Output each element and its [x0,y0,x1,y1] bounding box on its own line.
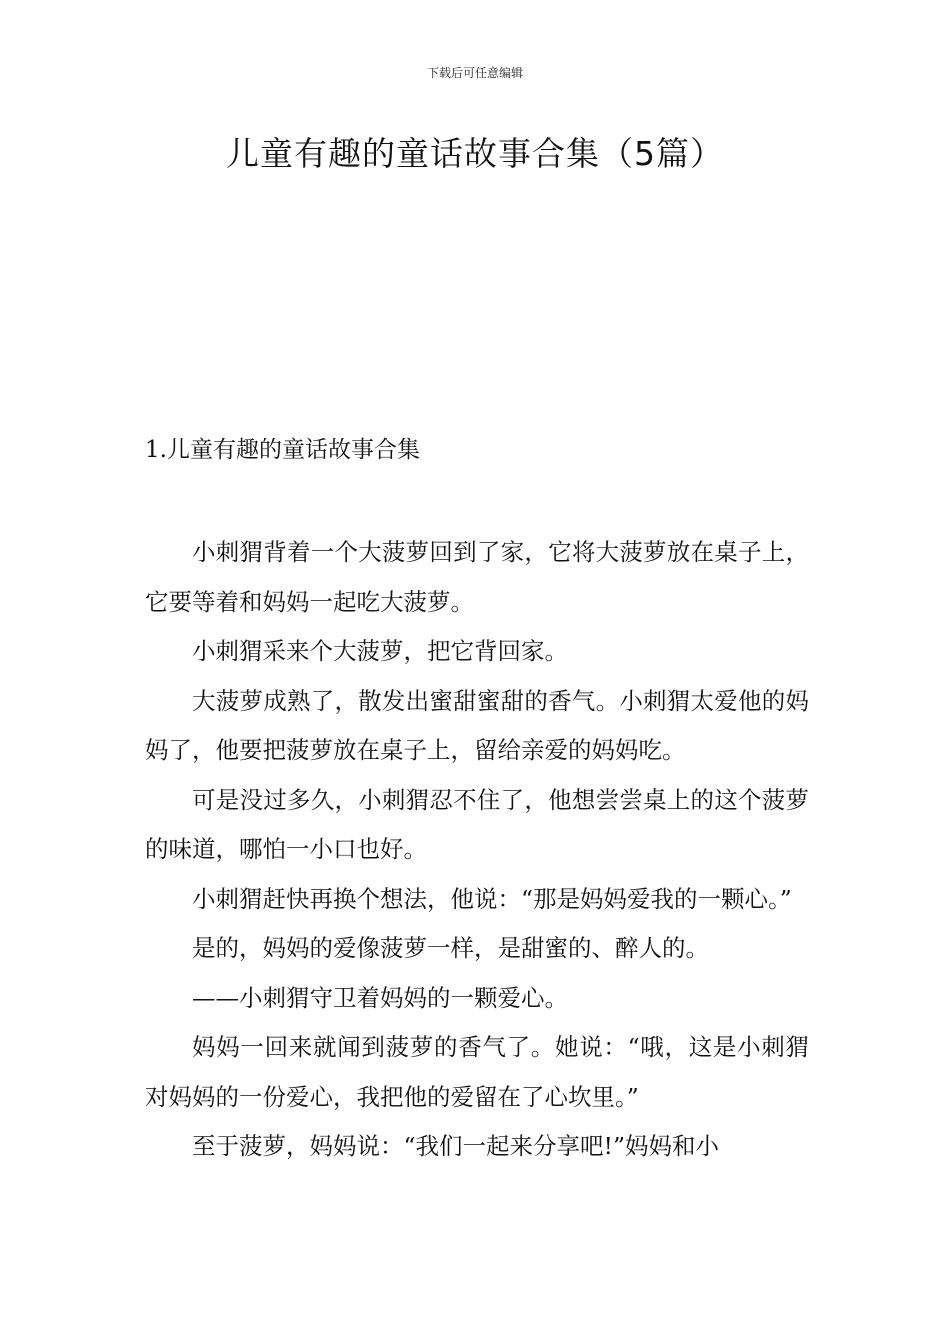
section-heading: 1.儿童有趣的童话故事合集 [145,437,420,463]
paragraph: ——小刺猬守卫着妈妈的一颗爱心。 [192,983,568,1012]
paragraph: 是的，妈妈的爱像菠萝一样，是甜蜜的、醉人的。 [192,934,709,962]
header-note: 下载后可任意编辑 [426,66,523,80]
paragraph: 可是没过多久，小刺猬忍不住了，他想尝尝桌上的这个菠萝的味道，哪怕一小口也好。 [145,785,809,863]
paragraph: 大菠萝成熟了，散发出蜜甜蜜甜的香气。小刺猬太爱他的妈妈了，他要把菠萝放在桌子上，留给亲爱的妈妈吃。 [145,686,809,764]
document-title: 儿童有趣的童话故事合集（5篇） [226,134,724,173]
paragraph: 小刺猬采来个大菠萝，把它背回家。 [192,637,568,665]
story-body [145,528,809,1172]
paragraph: 妈妈一回来就闻到菠萝的香气了。她说：“哦，这是小刺猬对妈妈的一份爱心，我把他的爱留在了心坎里。” [145,1033,809,1111]
paragraph: 小刺猬背着一个大菠萝回到了家，它将大菠萝放在桌子上，它要等着和妈妈一起吃大菠萝。 [145,538,809,616]
paragraph: 至于菠萝，妈妈说：“我们一起来分享吧!”妈妈和小 [192,1132,719,1160]
paragraph: 小刺猬赶快再换个想法，他说：“那是妈妈爱我的一颗心。” [192,884,792,913]
